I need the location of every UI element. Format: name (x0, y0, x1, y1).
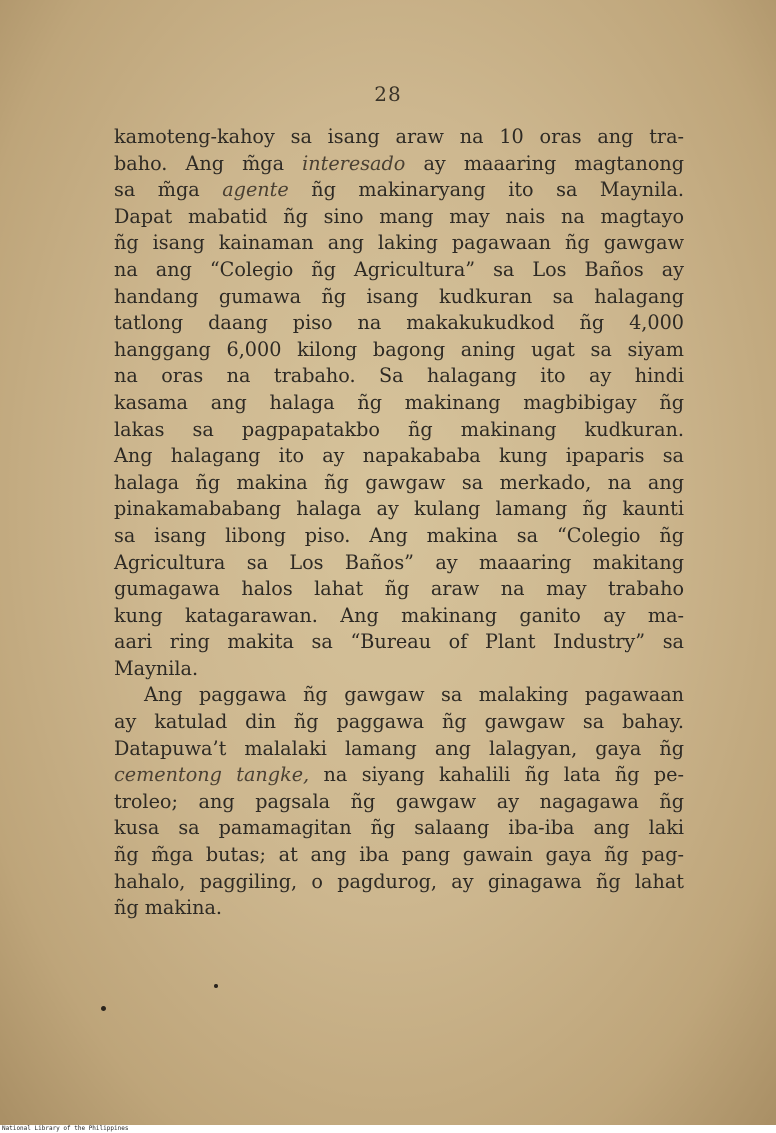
text-line (114, 762, 684, 789)
text-segment: hahalo, paggiling, o pagdurog, ay ginagawa ñg lahat (114, 869, 684, 893)
text-segment: na ang “Colegio ñg Agricultura” sa Los Baños ay (114, 257, 684, 281)
text-line (114, 789, 684, 816)
text-line (114, 443, 684, 470)
text-segment: Maynila. (114, 656, 199, 680)
text-segment: kusa sa pamamagitan ñg salaang iba-iba ang laki (114, 816, 684, 840)
text-line (114, 390, 684, 417)
text-line (114, 177, 684, 204)
text-segment: gumagawa halos lahat ñg araw na may trabaho (114, 577, 684, 601)
text-segment: kung katagarawan. Ang makinang ganito ay ma- (114, 603, 684, 627)
text-segment: troleo; ang pagsala ñg gawgaw ay nagagawa ñg (114, 789, 684, 813)
text-line (114, 656, 684, 683)
text-segment: ñg makina. (114, 896, 223, 920)
text-segment: tatlong daang piso na makakukudkod ñg 4,000 (114, 311, 684, 335)
text-segment: Datapuwa’t malalaki lamang ang lalagyan, gaya ñg (114, 736, 684, 760)
text-line (114, 895, 684, 922)
text-line (114, 629, 684, 656)
text-segment: na siyang kahalili ñg lata ñg pe- (309, 763, 684, 787)
ink-speck (214, 984, 218, 988)
footer-credit: National Library of the Philippines (0, 1125, 776, 1133)
text-segment: aari ring makita sa “Bureau of Plant Industry” sa (114, 630, 684, 654)
text-segment: hanggang 6,000 kilong bagong aning ugat sa siyam (114, 337, 684, 361)
text-line (114, 363, 684, 390)
text-line (114, 815, 684, 842)
text-line (114, 736, 684, 763)
text-line (114, 204, 684, 231)
body-text (114, 124, 684, 922)
text-segment: ay katulad din ñg paggawa ñg gawgaw sa bahay. (114, 710, 684, 734)
text-line (114, 869, 684, 896)
page-number: 28 (374, 82, 402, 106)
text-segment: pinakamababang halaga ay kulang lamang ñg kaunti (114, 497, 684, 521)
text-line (114, 310, 684, 337)
ink-speck (101, 1006, 106, 1011)
italic-term: cementong tangke, (114, 763, 310, 787)
text-segment: ñg m̃ga butas; at ang iba pang gawain gaya ñg pag- (114, 843, 684, 867)
text-line (114, 496, 684, 523)
text-line (114, 550, 684, 577)
text-line (114, 523, 684, 550)
text-line (114, 470, 684, 497)
text-segment: Agricultura sa Los Baños” ay maaaring makitang (114, 550, 684, 574)
text-line (114, 151, 684, 178)
text-line (114, 337, 684, 364)
text-segment: handang gumawa ñg isang kudkuran sa halagang (114, 284, 684, 308)
text-line (114, 709, 684, 736)
text-line (114, 284, 684, 311)
text-line (114, 230, 684, 257)
text-segment: halaga ñg makina ñg gawgaw sa merkado, na ang (114, 470, 684, 494)
text-segment: Ang halagang ito ay napakababa kung ipaparis sa (114, 444, 684, 468)
text-line (114, 124, 684, 151)
text-segment: Ang paggawa ñg gawgaw sa malaking pagawaan (144, 683, 684, 707)
text-segment: kamoteng-kahoy sa isang araw na 10 oras ang tra- (114, 125, 684, 148)
text-segment: ñg makinaryang ito sa Maynila. (288, 178, 685, 202)
text-line (114, 257, 684, 284)
text-segment: sa m̃ga (114, 178, 223, 202)
text-segment: sa isang libong piso. Ang makina sa “Colegio ñg (114, 523, 684, 547)
italic-term: interesado (302, 151, 406, 175)
text-segment: baho. Ang m̃ga (114, 151, 303, 175)
text-segment: na oras na trabaho. Sa halagang ito ay hindi (114, 364, 684, 388)
italic-term: agente (222, 178, 289, 202)
text-line (114, 603, 684, 630)
text-line (114, 417, 684, 444)
text-line (114, 576, 684, 603)
text-segment: ay maaaring magtanong (405, 151, 685, 175)
text-line (114, 842, 684, 869)
text-segment: Dapat mabatid ñg sino mang may nais na magtayo (114, 204, 684, 228)
text-segment: lakas sa pagpapatakbo ñg makinang kudkuran. (114, 417, 684, 441)
text-segment: ñg isang kainaman ang laking pagawaan ñg gawgaw (114, 231, 684, 255)
text-line (114, 682, 684, 709)
text-segment: kasama ang halaga ñg makinang magbibigay ñg (114, 390, 684, 414)
